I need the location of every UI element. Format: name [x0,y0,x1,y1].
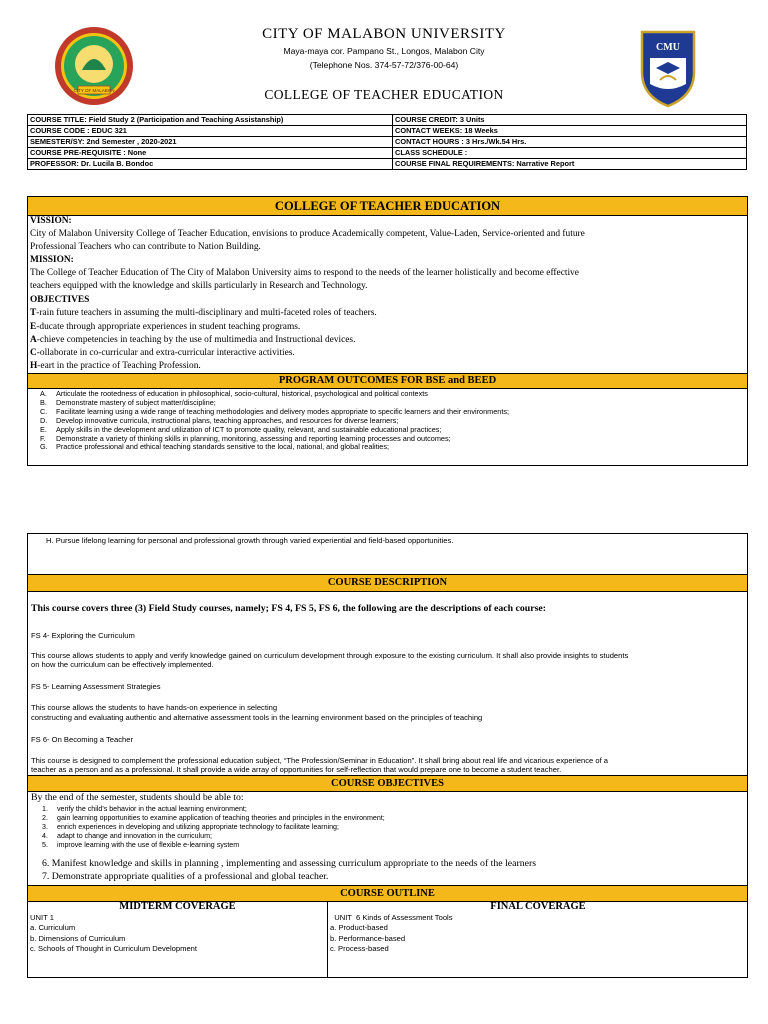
fs6-description-line: This course is designed to complement the professional education subject, “The Profession/Seminar in Education”. It shall bring about real life and vicarious experience of a [31,756,609,765]
fs5-description-line: This course allows the students to have hands-on experience in selecting [31,703,278,712]
mission-text-line: teachers equipped with the knowledge and skills particularly in Research and Technology. [30,281,368,291]
final-coverage-heading: FINAL COVERAGE [490,901,586,912]
program-outcome-h: H. Pursue lifelong learning for personal and professional growth through varied experiential and field-based opportunities. [46,536,454,545]
course-info-table [27,114,747,170]
course-description-header: COURSE DESCRIPTION [28,574,747,592]
list-item: b. Performance-based [330,933,406,943]
list-item: b. Dimensions of Curriculum [30,933,126,943]
college-section-header: COLLEGE OF TEACHER EDUCATION [28,197,747,216]
college-name: COLLEGE OF TEACHER EDUCATION [264,87,504,102]
course-objective-6: 6. Manifest knowledge and skills in planning , implementing and assessing curriculum appropriate to the needs of the learners [42,858,537,869]
fs6-title: FS 6- On Becoming a Teacher [31,735,134,744]
fs5-description-line: constructing and evaluating authentic and alternative assessment tools in the learning environment based on the principles of teaching [31,713,483,722]
objective-item: T-rain future teachers in assuming the multi-disciplinary and multi-faceted roles of teachers. [30,308,377,318]
objective-item: A-chieve competencies in teaching by the use of multimedia and Instructional devices. [30,335,356,345]
course-outline-columns [28,901,747,977]
list-item: a. Curriculum [30,923,76,933]
list-item: E. Apply skills in the development and utilization of ICT to promote quality, relevant, and sustainable educational practices; [40,424,442,434]
objectives-heading: OBJECTIVES [30,295,90,305]
list-item: c. Process-based [330,944,389,954]
midterm-coverage-heading: MIDTERM COVERAGE [119,901,236,912]
list-item: 5. improve learning with the use of flexible e-learning system [42,840,240,849]
info-row [28,159,747,170]
list-item: UNIT 6 Kinds of Assessment Tools [330,913,453,922]
list-item: B. Demonstrate mastery of subject matter/discipline; [40,397,216,407]
midterm-coverage-column [28,901,327,977]
vision-heading: VISSION: [30,216,72,226]
list-item: a. Product-based [330,923,388,933]
list-item: UNIT 1 [30,913,54,922]
mission-heading: MISSION: [30,255,74,265]
list-item: F. Demonstrate a variety of thinking skills in planning, monitoring, assessing and reporting learning processes and outcomes; [40,433,451,443]
course-objectives-header: COURSE OBJECTIVES [28,775,747,792]
list-item: 2. gain learning opportunities to examine application of teaching theories and principles in the environment; [42,813,385,822]
vision-text-line: City of Malabon University College of Teacher Education, envisions to produce Academically competent, Value-Laden, Service-oriented and future [30,229,585,239]
fs4-description-line: This course allows students to apply and verify knowledge gained on curriculum development through exposure to the existing curriculum. It shall also provide insights to students [31,651,629,660]
university-address: Maya-maya cor. Pampano St., Longos, Malabon City [283,46,485,56]
info-row [28,137,747,148]
contact-hours: CONTACT HOURS : 3 Hrs./Wk.54 Hrs. [393,137,747,148]
svg-text:CMU: CMU [656,42,680,53]
course-credit: COURSE CREDIT: 3 Units [393,115,747,126]
course-section-box [27,533,748,978]
fs6-description-line: teacher as a person and as a professional. It shall provide a wide array of opportunities for self-reflection that would prepare one to become a student teacher. [31,765,562,774]
list-item: 1. verify the child's behavior in the actual learning environment; [42,805,247,813]
course-final-requirements: COURSE FINAL REQUIREMENTS: Narrative Report [393,159,747,170]
info-row [28,115,747,126]
fs4-title: FS 4- Exploring the Curriculum [31,631,135,640]
course-code: COURSE CODE : EDUC 321 [28,126,393,137]
contact-weeks: CONTACT WEEKS: 18 Weeks [393,126,747,137]
professor: PROFESSOR: Dr. Lucila B. Bondoc [28,159,393,170]
course-outline-header: COURSE OUTLINE [28,885,747,902]
course-objectives-intro: By the end of the semester, students should be able to: [31,792,244,803]
course-title: COURSE TITLE: Field Study 2 (Participation and Teaching Assistanship) [28,115,393,126]
list-item: c. Schools of Thought in Curriculum Development [30,944,198,954]
objective-item: H-eart in the practice of Teaching Profession. [30,361,201,371]
objective-item: C-ollaborate in co-curricular and extra-curricular interactive activities. [30,348,295,358]
semester-sy: SEMESTER/SY: 2nd Semester , 2020-2021 [28,137,393,148]
course-description-intro: This course covers three (3) Field Study courses, namely; FS 4, FS 5, FS 6, the following are the descriptions of each course: [31,603,547,614]
college-section-box [27,196,748,466]
list-item: D. Develop innovative curricula, instructional plans, teaching approaches, and resources for diverse learners; [40,415,399,425]
info-row [28,126,747,137]
list-item: 3. enrich experiences in developing and utilizing appropriate technology to facilitate learning; [42,822,339,831]
university-name: CITY OF MALABON UNIVERSITY [262,26,506,42]
info-row [28,148,747,159]
program-outcomes-header: PROGRAM OUTCOMES FOR BSE and BEED [28,373,747,389]
objective-item: E-ducate through appropriate experiences in student teaching programs. [30,322,301,332]
vision-text-line: Professional Teachers who can contribute to Nation Building. [30,242,261,252]
course-objectives-list [42,805,385,850]
final-coverage-column [327,901,748,977]
fs5-title: FS 5- Learning Assessment Strategies [31,682,161,691]
list-item: C. Facilitate learning using a wide range of teaching methodologies and delivery modes appropriate to specific learners and their environments; [40,406,510,416]
list-item: A. Articulate the rootedness of education in philosophical, socio-cultural, historical, psychological and political contexts [40,389,428,398]
program-outcomes-list [40,390,509,452]
course-prerequisite: COURSE PRE-REQUISITE : None [28,148,393,159]
course-objective-7: 7. Demonstrate appropriate qualities of a professional and global teacher. [42,871,329,882]
university-telephone: (Telephone Nos. 374-57-72/376-00-64) [309,60,459,70]
fs4-description-line: on how the curriculum can be effectively implemented. [31,660,214,669]
list-item: 4. adapt to change and innovation in the curriculum; [42,831,212,840]
list-item: G. Practice professional and ethical teaching standards sensitive to the local, national, and global realities; [40,442,390,452]
class-schedule: CLASS SCHEDULE : [393,148,747,159]
mission-text-line: The College of Teacher Education of The City of Malabon University aims to respond to the needs of the learner holistically and become effective [30,268,579,278]
svg-text:CITY OF MALABON: CITY OF MALABON [73,88,115,93]
